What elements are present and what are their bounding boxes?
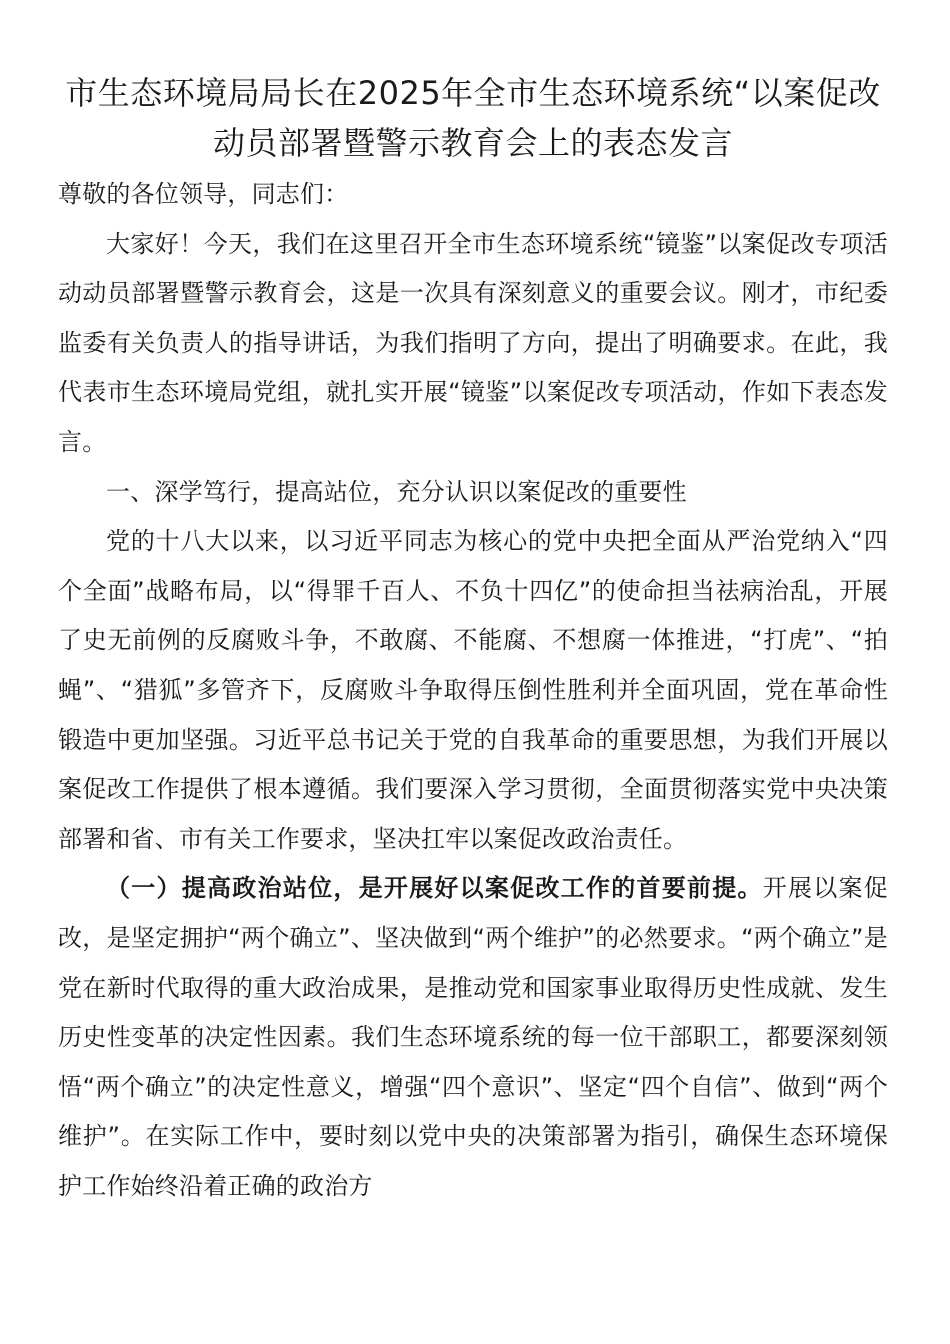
section-body-paragraph: 党的十八大以来，以习近平同志为核心的党中央把全面从严治党纳入“四个全面”战略布局，以“得罪千百人、不负十四亿”的使命担当祛病治乱，开展了史无前例的反腐败斗争，不敢腐、不能腐、不想腐一体推进，“打虎”、“拍蝇”、“猎狐”多管齐下，反腐败斗争取得压倒性胜利并全面巩固，党在革命性锻造中更加坚强。习近平总书记关于党的自我革命的重要思想，为我们开展以案促改工作提供了根本遵循。我们要深入学习贯彻，全面贯彻落实党中央决策部署和省、市有关工作要求，坚决扛牢以案促改政治责任。 — [58, 527, 888, 853]
subsection-body: 开展以案促改，是坚定拥护“两个确立”、坚决做到“两个维护”的必然要求。“两个确立”是党在新时代取得的重大政治成果，是推动党和国家事业取得历史性成就、发生历史性变革的决定性因素。我们生态环境系统的每一位干部职工，都要深刻领悟“两个确立”的决定性意义，增强“四个意识”、坚定“四个自信”、做到“两个维护”。在实际工作中，要时刻以党中央的决策部署为指引，确保生态环境保护工作始终沿着正确的政治方 — [58, 874, 889, 1200]
subsection-lead: （一）提高政治站位，是开展好以案促改工作的首要前提。 — [106, 874, 763, 903]
document-title: 市生态环境局局长在2025年全市生态环境系统“以案促改动员部署暨警示教育会上的表态发言 — [65, 74, 881, 162]
salutation: 尊敬的各位领导，同志们： — [58, 180, 349, 208]
document-page — [58, 68, 888, 1211]
opening-paragraph: 大家好！今天，我们在这里召开全市生态环境系统“镜鉴”以案促改专项活动动员部署暨警示教育会，这是一次具有深刻意义的重要会议。刚才，市纪委监委有关负责人的指导讲话，为我们指明了方向，提出了明确要求。在此，我代表市生态环境局党组，就扎实开展“镜鉴”以案促改专项活动，作如下表态发言。 — [58, 229, 888, 456]
subsection-paragraph — [58, 864, 888, 1211]
section-heading: 一、深学笃行，提高站位，充分认识以案促改的重要性 — [106, 477, 687, 506]
